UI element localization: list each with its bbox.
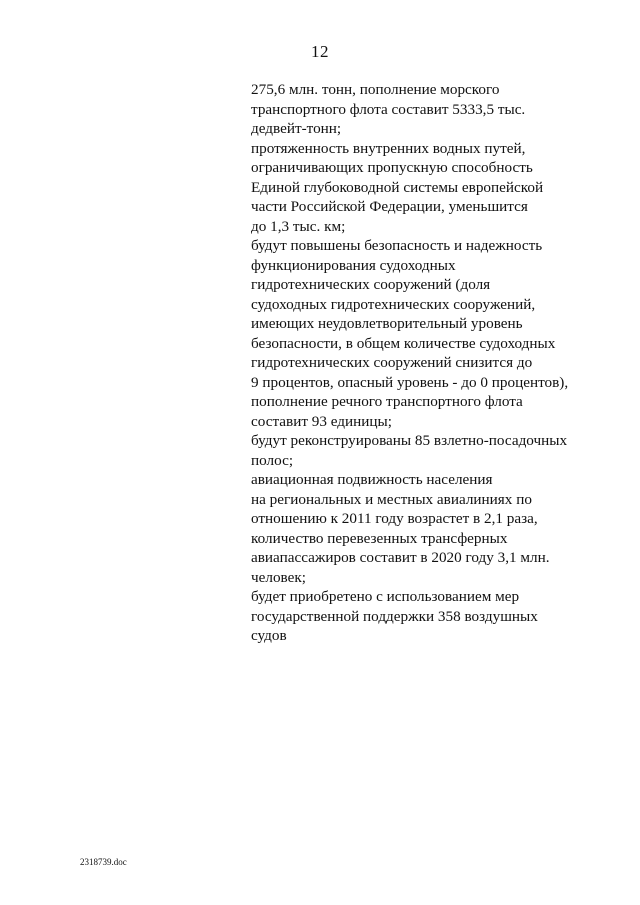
text-line: отношению к 2011 году возрастет в 2,1 раза, [251, 510, 538, 527]
text-line: транспортного флота составит 5333,5 тыс. [251, 100, 526, 118]
text-line: судоходных гидротехнических сооружений, [251, 295, 536, 313]
text-line: будет приобретено с использованием мер [251, 588, 520, 605]
text-line: полос; [251, 451, 294, 469]
text-line: 275,6 млн. тонн, пополнение морского [251, 81, 500, 98]
text-line: авиационная подвижность населения [251, 471, 493, 488]
page-number: 12 [311, 42, 329, 61]
text-line: Единой глубоководной системы европейской [251, 178, 544, 196]
text-line: до 1,3 тыс. км; [251, 217, 346, 235]
text-line: государственной поддержки 358 воздушных [251, 607, 538, 625]
text-line: части Российской Федерации, уменьшится [251, 198, 528, 215]
text-line: человек; [251, 568, 306, 586]
body-text [251, 80, 611, 646]
text-line: будут повышены безопасность и надежность [251, 237, 543, 254]
text-line: на региональных и местных авиалиниях по [251, 490, 532, 508]
text-line: протяженность внутренних водных путей, [251, 139, 526, 157]
text-line: дедвейт-тонн; [251, 120, 342, 137]
text-line: гидротехнических сооружений снизится до [251, 354, 533, 371]
text-line: функционирования судоходных [251, 256, 456, 274]
text-line: безопасности, в общем количестве судоходных [251, 334, 556, 352]
text-line: авиапассажиров составит в 2020 году 3,1 млн. [251, 549, 550, 566]
text-line: пополнение речного транспортного флота [251, 393, 523, 410]
text-line: будут реконструированы 85 взлетно-посадочных [251, 432, 568, 449]
text-line: составит 93 единицы; [251, 412, 392, 430]
text-line: судов [251, 627, 287, 644]
text-line: имеющих неудовлетворительный уровень [251, 315, 523, 332]
text-line: количество перевезенных трансферных [251, 529, 508, 547]
footer-filename: 2318739.doc [80, 857, 127, 867]
text-line: гидротехнических сооружений (доля [251, 276, 491, 293]
text-line: 9 процентов, опасный уровень - до 0 процентов), [251, 373, 569, 391]
text-line: ограничивающих пропускную способность [251, 159, 533, 176]
